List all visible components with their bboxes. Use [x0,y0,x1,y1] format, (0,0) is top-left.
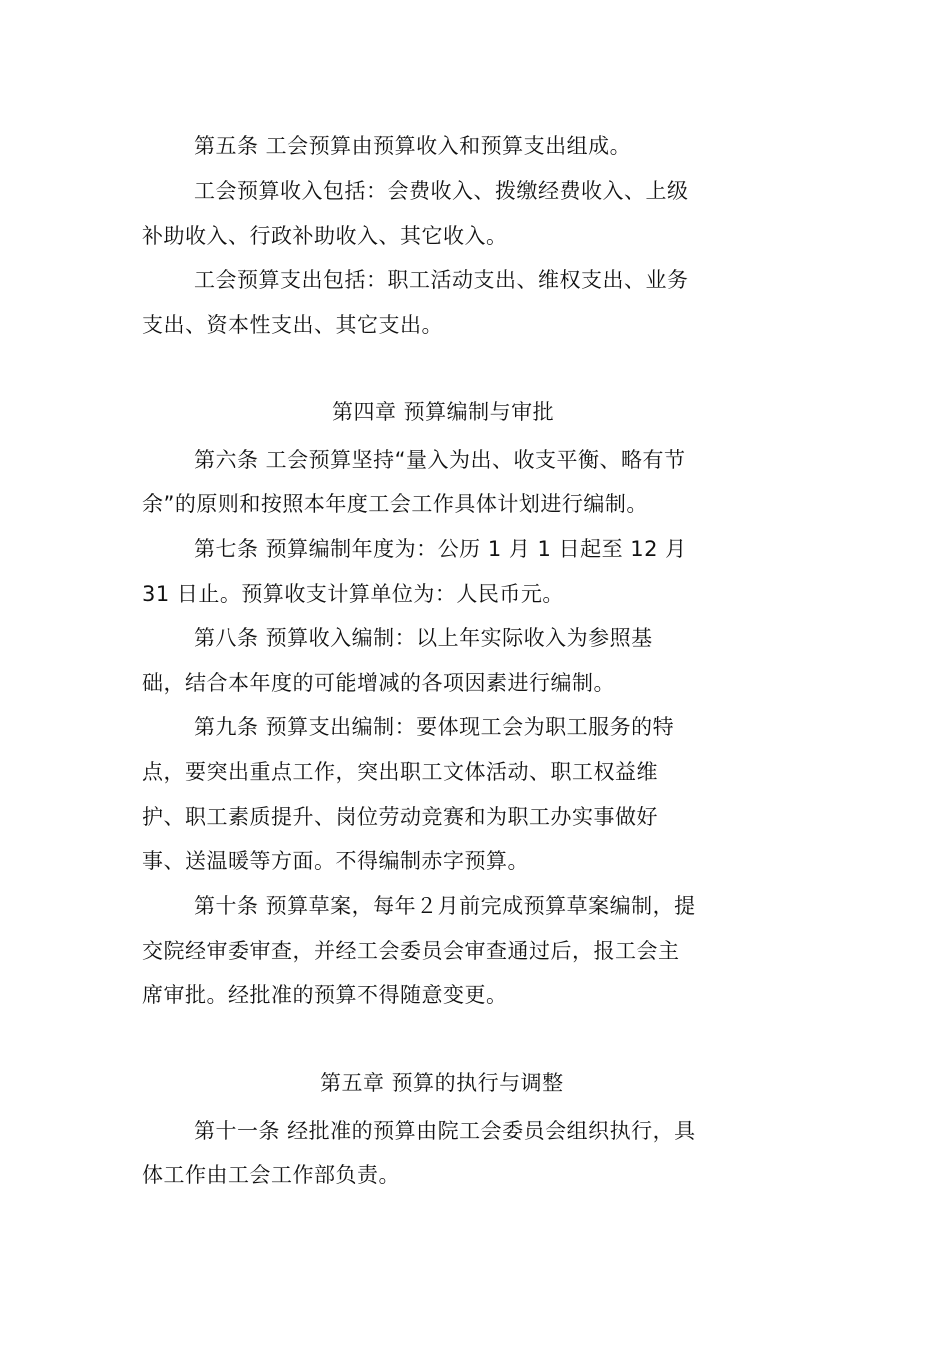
article-10-line-3: 席审批。经批准的预算不得随意变更。 [142,983,508,1007]
article-5-expense-line-1: 工会预算支出包括：职工活动支出、维权支出、业务 [194,268,689,292]
article-9-line-2: 点，要突出重点工作，突出职工文体活动、职工权益维 [142,760,658,784]
article-9-line-4: 事、送温暖等方面。不得编制赤字预算。 [142,849,529,873]
article-9-line-3: 护、职工素质提升、岗位劳动竞赛和为职工办实事做好 [142,805,658,829]
chapter-5-heading: 第五章 预算的执行与调整 [320,1071,564,1095]
article-7-line-2: 31 日止。预算收支计算单位为：人民币元。 [142,582,564,606]
article-10-line-1: 第十条 预算草案，每年２月前完成预算草案编制，提 [194,894,696,918]
article-7-line-1: 第七条 预算编制年度为：公历 1 月 1 日起至 12 月 [194,537,687,561]
article-11-line-2: 体工作由工会工作部负责。 [142,1163,400,1187]
article-9-line-1: 第九条 预算支出编制：要体现工会为职工服务的特 [194,715,675,739]
article-8-line-1: 第八条 预算收入编制：以上年实际收入为参照基 [194,626,653,650]
article-5-income-line-1: 工会预算收入包括：会费收入、拨缴经费收入、上级 [194,179,689,203]
chapter-4-heading: 第四章 预算编制与审批 [332,400,555,424]
article-5-line-1: 第五条 工会预算由预算收入和预算支出组成。 [194,134,632,158]
article-5-expense-line-2: 支出、资本性支出、其它支出。 [142,313,443,337]
article-6-line-2: 余”的原则和按照本年度工会工作具体计划进行编制。 [142,492,648,516]
article-8-line-2: 础，结合本年度的可能增减的各项因素进行编制。 [142,671,615,695]
article-6-line-1: 第六条 工会预算坚持“量入为出、收支平衡、略有节 [194,448,686,472]
article-10-line-2: 交院经审委审查，并经工会委员会审查通过后，报工会主 [142,939,680,963]
article-11-line-1: 第十一条 经批准的预算由院工会委员会组织执行，具 [194,1119,696,1143]
article-5-income-line-2: 补助收入、行政补助收入、其它收入。 [142,224,508,248]
